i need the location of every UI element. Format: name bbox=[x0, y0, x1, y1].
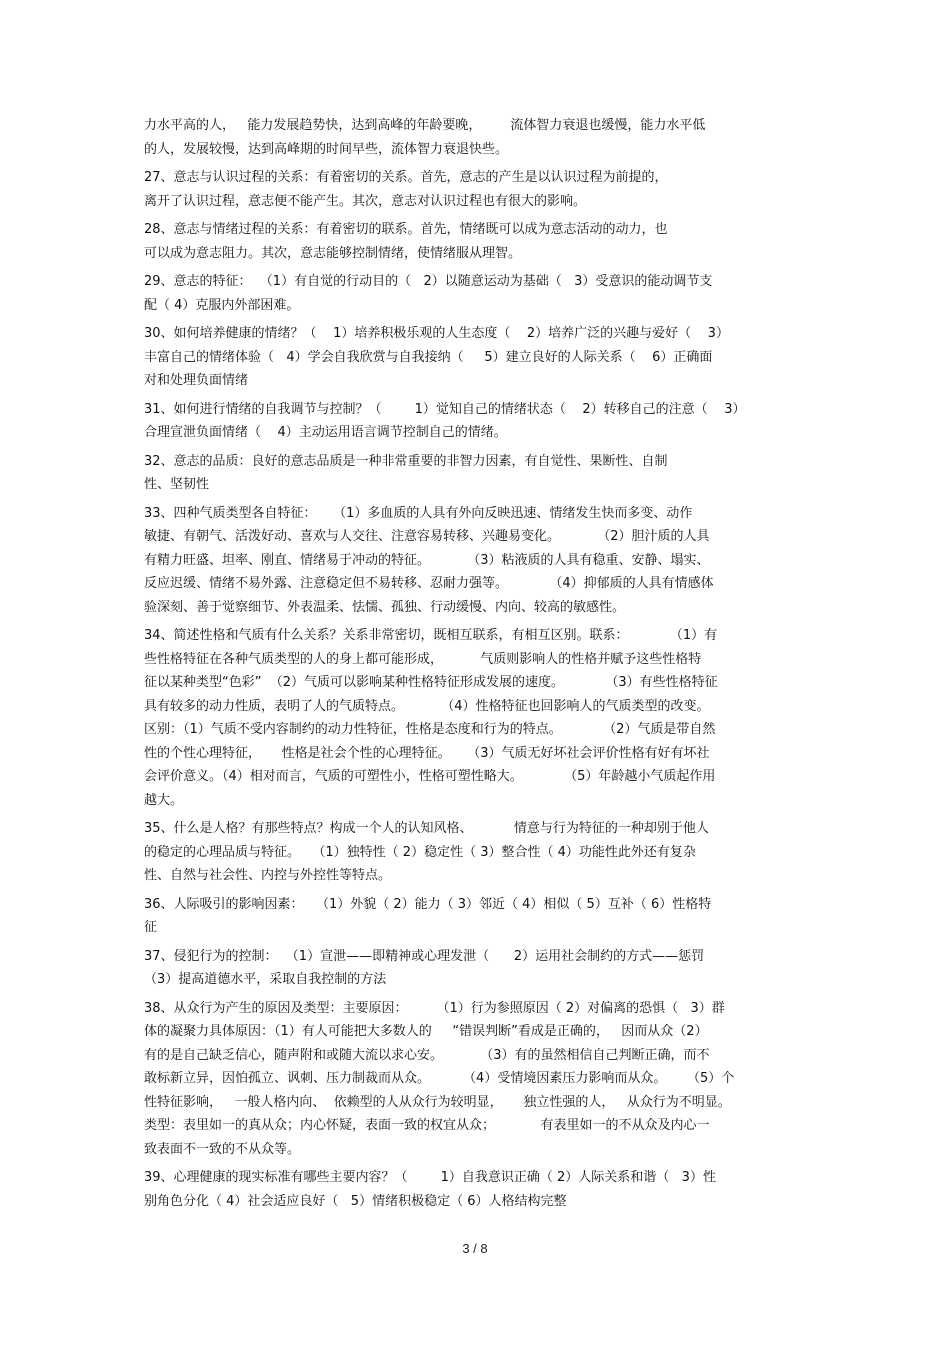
text-line: 体的凝聚力具体原因：（1）有人可能把大多数人的 “错误判断”看成是正确的， 因而从众（2） bbox=[144, 1024, 708, 1039]
text-line: 验深刻、善于觉察细节、外表温柔、怯懦、孤独、行动缓慢、内向、较高的敏感性。 bbox=[144, 599, 626, 615]
text-line: 39、心理健康的现实标准有哪些主要内容？（ 1）自我意识正确（ 2）人际关系和谐（ 3）性 bbox=[144, 1170, 716, 1185]
text-line: 征以某种类型“色彩” （2）气质可以影响某种性格特征形成发展的速度。 （3）有些性格特征 bbox=[144, 675, 718, 690]
text-line: 性特征影响， 一般人格内向、 依赖型的人从众行为较明显， 独立性强的人， 从众行为不明显。 bbox=[144, 1094, 731, 1110]
paragraph bbox=[144, 1166, 816, 1213]
text-line: 性、坚韧性 bbox=[144, 477, 210, 492]
text-line: 有的是自己缺乏信心，随声附和或随大流以求心安。 （3）有的虽然相信自己判断正确，而不 bbox=[144, 1047, 710, 1063]
document-body bbox=[144, 114, 816, 1218]
text-line: 的人，发展较慢，达到高峰期的时间早些，流体智力衰退快些。 bbox=[144, 141, 509, 157]
text-line: 可以成为意志阻力。其次，意志能够控制情绪，使情绪服从理智。 bbox=[144, 245, 522, 261]
text-line: 性、自然与社会性、内控与外控性等特点。 bbox=[144, 868, 392, 883]
text-line: 合理宣泄负面情绪（ 4）主动运用语言调节控制自己的情绪。 bbox=[144, 425, 507, 440]
text-line: 力水平高的人， 能力发展趋势快，达到高峰的年龄要晚， 流体智力衰退也缓慢，能力水平低 bbox=[144, 118, 706, 133]
paragraph bbox=[144, 114, 816, 161]
text-line: 丰富自己的情绪体验（ 4）学会自我欣赏与自我接纳（ 5）建立良好的人际关系（ 6）正确面 bbox=[144, 349, 713, 365]
text-line: 27、意志与认识过程的关系：有着密切的关系。首先，意志的产生是以认识过程为前提的， bbox=[144, 170, 668, 185]
paragraph bbox=[144, 218, 816, 265]
text-line: 35、什么是人格？有那些特点？构成一个人的认知风格、 情意与行为特征的一种却别于他人 bbox=[144, 821, 709, 836]
paragraph bbox=[144, 322, 816, 393]
paragraph bbox=[144, 997, 816, 1162]
text-line: 敢标新立异，因怕孤立、讽刺、压力制裁而从众。 （4）受情境因素压力影响而从众。 （5）个 bbox=[144, 1071, 735, 1086]
text-line: 有精力旺盛、坦率、刚直、情绪易于冲动的特征。 （3）粘液质的人具有稳重、安静、塌实、 bbox=[144, 552, 710, 568]
text-line: 对和处理负面情绪 bbox=[144, 373, 249, 388]
text-line: 28、意志与情绪过程的关系：有着密切的联系。首先，情绪既可以成为意志活动的动力，也 bbox=[144, 222, 668, 237]
text-line: 敏捷、有朝气、活泼好动、喜欢与人交往、注意容易转移、兴趣易变化。 （2）胆汁质的人具 bbox=[144, 529, 710, 544]
text-line: 34、简述性格和气质有什么关系？关系非常密切，既相互联系，有相互区别。联系： （1）有 bbox=[144, 628, 718, 643]
text-line: 离开了认识过程，意志便不能产生。其次，意志对认识过程也有很大的影响。 bbox=[144, 193, 587, 209]
text-line: 类型：表里如一的真从众；内心怀疑，表面一致的权宜从众； 有表里如一的不从众及内心一 bbox=[144, 1118, 710, 1133]
text-line: 配（ 4）克服内外部困难。 bbox=[144, 297, 300, 313]
paragraph bbox=[144, 893, 816, 940]
paragraph bbox=[144, 270, 816, 317]
text-line: 别角色分化（ 4）社会适应良好（ 5）情绪积极稳定（ 6）人格结构完整 bbox=[144, 1193, 567, 1209]
text-line: 反应迟缓、情绪不易外露、注意稳定但不易转移、忍耐力强等。 （4）抑郁质的人具有情感体 bbox=[144, 576, 714, 591]
text-line: （3）提高道德水平，采取自我控制的方法 bbox=[144, 972, 387, 987]
text-line: 征 bbox=[144, 920, 158, 935]
text-line: 37、侵犯行为的控制： （1）宣泄——即精神或心理发泄（ 2）运用社会制约的方式——惩罚 bbox=[144, 948, 705, 964]
text-line: 的稳定的心理品质与特征。 （1）独特性（ 2）稳定性（ 3）整合性（ 4）功能性此外还有复杂 bbox=[144, 844, 696, 860]
text-line: 具有较多的动力性质，表明了人的气质特点。 （4）性格特征也回影响人的气质类型的改变。 bbox=[144, 698, 710, 714]
paragraph bbox=[144, 166, 816, 213]
text-line: 些性格特征在各种气质类型的人的身上都可能形成， 气质则影响人的性格并赋予这些性格特 bbox=[144, 651, 702, 667]
page-number: 3 / 8 bbox=[462, 1241, 488, 1256]
paragraph bbox=[144, 398, 816, 445]
text-line: 36、人际吸引的影响因素： （1）外貌（ 2）能力（ 3）邻近（ 4）相似（ 5）互补（ 6）性格特 bbox=[144, 896, 712, 912]
text-line: 32、意志的品质：良好的意志品质是一种非常重要的非智力因素，有自觉性、果断性、自制 bbox=[144, 453, 668, 469]
text-line: 29、意志的特征： （1）有自觉的行动目的（ 2）以随意运动为基础（ 3）受意识的能动调节支 bbox=[144, 274, 713, 289]
paragraph bbox=[144, 502, 816, 620]
text-line: 越大。 bbox=[144, 792, 184, 808]
text-line: 性的个性心理特征， 性格是社会个性的心理特征。 （3）气质无好坏社会评价性格有好有坏社 bbox=[144, 745, 710, 761]
paragraph bbox=[144, 624, 816, 812]
text-line: 33、四种气质类型各自特征： （1）多血质的人具有外向反映迅速、情绪发生快而多变、动作 bbox=[144, 505, 693, 521]
text-line: 致表面不一致的不从众等。 bbox=[144, 1141, 301, 1157]
text-line: 30、如何培养健康的情绪？（ 1）培养积极乐观的人生态度（ 2）培养广泛的兴趣与爱好（ 3） bbox=[144, 326, 729, 341]
paragraph bbox=[144, 450, 816, 497]
text-line: 会评价意义。（4）相对而言，气质的可塑性小，性格可塑性略大。 （5）年龄越小气质起作用 bbox=[144, 769, 716, 784]
paragraph bbox=[144, 945, 816, 992]
text-line: 38、从众行为产生的原因及类型：主要原因： （1）行为参照原因（ 2）对偏离的恐惧（ 3）群 bbox=[144, 1000, 725, 1016]
paragraph bbox=[144, 817, 816, 888]
text-line: 区别：（1）气质不受内容制约的动力性特征，性格是态度和行为的特点。 （2）气质是带自然 bbox=[144, 722, 716, 737]
text-line: 31、如何进行情绪的自我调节与控制？（ 1）觉知自己的情绪状态（ 2）转移自己的注意（ 3） bbox=[144, 401, 746, 417]
